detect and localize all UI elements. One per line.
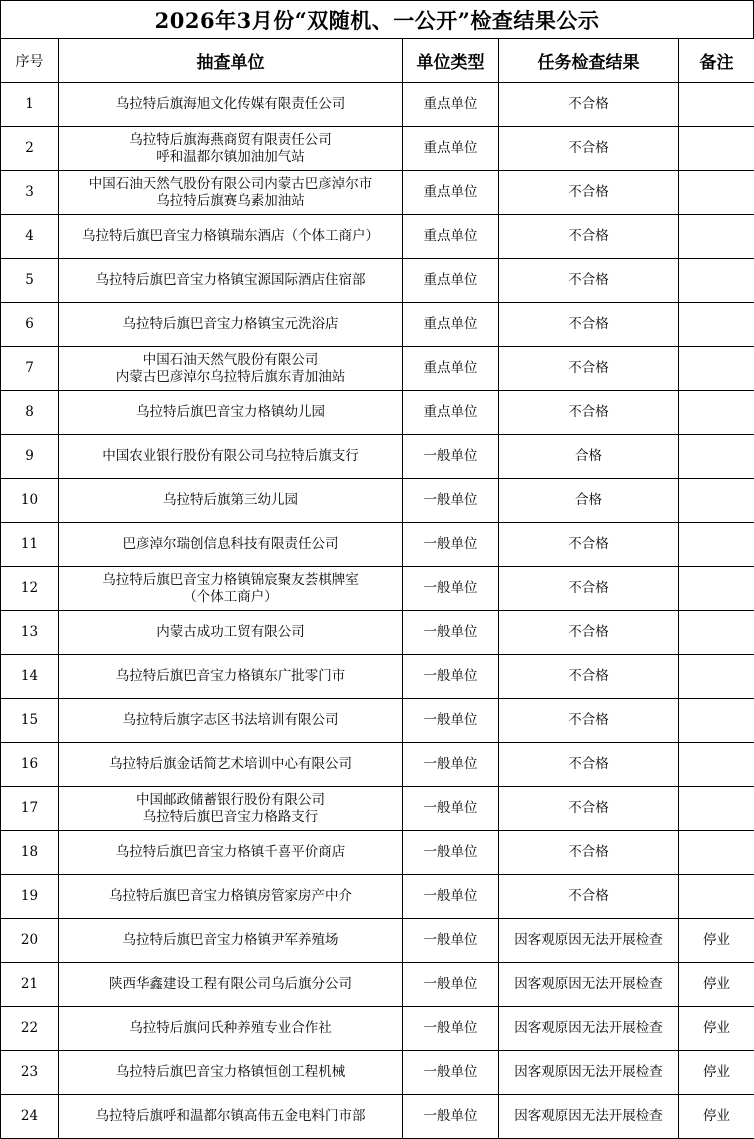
header-type: 单位类型 [403,39,499,83]
row-note [679,127,754,171]
row-seq: 13 [1,611,59,655]
row-unit [59,347,403,391]
row-unit [59,611,403,655]
row-type: 一般单位 [403,919,499,963]
row-unit-line: 中国石油天然气股份有限公司内蒙古巴彦淖尔市 [59,176,402,193]
row-type: 一般单位 [403,699,499,743]
row-seq: 1 [1,83,59,127]
row-note [679,567,754,611]
row-type: 一般单位 [403,875,499,919]
row-seq: 21 [1,963,59,1007]
row-result: 不合格 [499,347,679,391]
row-seq: 22 [1,1007,59,1051]
row-result: 不合格 [499,831,679,875]
row-seq: 12 [1,567,59,611]
table-row [1,963,754,1007]
header-row [1,39,754,83]
row-note [679,259,754,303]
row-type: 重点单位 [403,347,499,391]
table-row [1,743,754,787]
row-type: 重点单位 [403,83,499,127]
row-unit [59,875,403,919]
row-type: 一般单位 [403,1007,499,1051]
row-seq: 8 [1,391,59,435]
row-note [679,611,754,655]
header-result: 任务检查结果 [499,39,679,83]
row-unit [59,831,403,875]
results-table [0,38,754,1139]
row-result: 不合格 [499,567,679,611]
row-unit [59,171,403,215]
row-result: 不合格 [499,303,679,347]
row-result: 因客观原因无法开展检查 [499,919,679,963]
table-row [1,215,754,259]
row-result: 因客观原因无法开展检查 [499,1095,679,1139]
row-unit-line: 乌拉特后旗巴音宝力格镇瑞东酒店（个体工商户） [59,228,402,245]
row-unit-line: 乌拉特后旗巴音宝力格镇房管家房产中介 [59,888,402,905]
row-seq: 7 [1,347,59,391]
row-unit-line: 乌拉特后旗巴音宝力格镇宝源国际酒店住宿部 [59,272,402,289]
row-type: 重点单位 [403,303,499,347]
table-row [1,435,754,479]
row-note: 停业 [679,963,754,1007]
row-unit-line: 乌拉特后旗巴音宝力格镇幼儿园 [59,404,402,421]
row-seq: 20 [1,919,59,963]
row-note: 停业 [679,919,754,963]
row-seq: 23 [1,1051,59,1095]
row-result: 不合格 [499,743,679,787]
row-unit [59,303,403,347]
row-unit [59,699,403,743]
row-unit [59,83,403,127]
row-type: 重点单位 [403,391,499,435]
row-unit-line: （个体工商户） [59,589,402,606]
row-result: 不合格 [499,171,679,215]
row-note [679,391,754,435]
row-note [679,83,754,127]
row-unit [59,435,403,479]
row-unit-line: 乌拉特后旗巴音宝力格路支行 [59,809,402,826]
row-type: 一般单位 [403,963,499,1007]
row-unit-line: 乌拉特后旗赛乌素加油站 [59,193,402,210]
row-seq: 14 [1,655,59,699]
row-unit-line: 乌拉特后旗海燕商贸有限责任公司 [59,132,402,149]
row-unit-line: 乌拉特后旗巴音宝力格镇宝元洗浴店 [59,316,402,333]
table-row [1,523,754,567]
row-unit-line: 陕西华鑫建设工程有限公司乌后旗分公司 [59,976,402,993]
row-unit-line: 乌拉特后旗问氏种养殖专业合作社 [59,1020,402,1037]
row-unit [59,391,403,435]
table-row [1,83,754,127]
row-type: 一般单位 [403,655,499,699]
row-unit [59,743,403,787]
row-unit-line: 乌拉特后旗第三幼儿园 [59,492,402,509]
row-unit-line: 乌拉特后旗字志区书法培训有限公司 [59,712,402,729]
row-result: 不合格 [499,655,679,699]
row-unit-line: 巴彦淖尔瑞创信息科技有限责任公司 [59,536,402,553]
row-unit [59,655,403,699]
row-type: 一般单位 [403,743,499,787]
row-note: 停业 [679,1051,754,1095]
row-type: 一般单位 [403,523,499,567]
row-result: 不合格 [499,611,679,655]
row-unit-line: 乌拉特后旗金话简艺术培训中心有限公司 [59,756,402,773]
header-seq: 序号 [1,39,59,83]
table-row [1,567,754,611]
row-seq: 5 [1,259,59,303]
row-seq: 18 [1,831,59,875]
row-seq: 19 [1,875,59,919]
row-unit-line: 呼和温都尔镇加油加气站 [59,149,402,166]
row-type: 一般单位 [403,479,499,523]
table-row [1,391,754,435]
row-type: 一般单位 [403,831,499,875]
row-unit-line: 中国农业银行股份有限公司乌拉特后旗支行 [59,448,402,465]
row-note [679,875,754,919]
row-seq: 2 [1,127,59,171]
row-unit [59,1051,403,1095]
table-row [1,875,754,919]
row-unit [59,523,403,567]
row-result: 合格 [499,479,679,523]
row-type: 一般单位 [403,1051,499,1095]
table-row [1,919,754,963]
row-unit-line: 中国石油天然气股份有限公司 [59,352,402,369]
row-note [679,435,754,479]
table-body [1,83,754,1139]
row-seq: 9 [1,435,59,479]
row-note [679,831,754,875]
row-result: 不合格 [499,391,679,435]
row-result: 因客观原因无法开展检查 [499,1007,679,1051]
row-note [679,347,754,391]
row-unit-line: 中国邮政储蓄银行股份有限公司 [59,792,402,809]
row-type: 一般单位 [403,787,499,831]
row-note [679,215,754,259]
row-result: 不合格 [499,875,679,919]
table-row [1,699,754,743]
row-unit-line: 乌拉特后旗巴音宝力格镇锦宸聚友荟棋牌室 [59,572,402,589]
row-seq: 6 [1,303,59,347]
row-seq: 10 [1,479,59,523]
row-note [679,303,754,347]
row-type: 重点单位 [403,215,499,259]
row-unit [59,259,403,303]
row-result: 因客观原因无法开展检查 [499,963,679,1007]
table-row [1,787,754,831]
row-unit-line: 乌拉特后旗巴音宝力格镇恒创工程机械 [59,1064,402,1081]
row-type: 一般单位 [403,567,499,611]
row-seq: 16 [1,743,59,787]
row-unit-line: 内蒙古成功工贸有限公司 [59,624,402,641]
row-unit [59,567,403,611]
row-seq: 15 [1,699,59,743]
row-unit-line: 乌拉特后旗海旭文化传媒有限责任公司 [59,96,402,113]
row-type: 重点单位 [403,171,499,215]
row-unit-line: 乌拉特后旗巴音宝力格镇尹军养殖场 [59,932,402,949]
row-unit [59,787,403,831]
row-note [679,523,754,567]
table-row [1,347,754,391]
row-note [679,787,754,831]
row-note [679,699,754,743]
row-seq: 4 [1,215,59,259]
row-note [679,171,754,215]
row-note [679,743,754,787]
row-unit [59,919,403,963]
table-row [1,479,754,523]
row-unit-line: 乌拉特后旗巴音宝力格镇千喜平价商店 [59,844,402,861]
row-unit-line: 乌拉特后旗呼和温都尔镇高伟五金电料门市部 [59,1108,402,1125]
page-title: 2026年3月份“双随机、一公开”检查结果公示 [0,0,754,38]
row-result: 不合格 [499,83,679,127]
header-note: 备注 [679,39,754,83]
row-seq: 3 [1,171,59,215]
table-row [1,259,754,303]
row-note: 停业 [679,1095,754,1139]
table-row [1,611,754,655]
table-row [1,127,754,171]
row-type: 重点单位 [403,127,499,171]
row-result: 不合格 [499,523,679,567]
row-result: 不合格 [499,699,679,743]
row-result: 因客观原因无法开展检查 [499,1051,679,1095]
row-note [679,655,754,699]
table-row [1,171,754,215]
row-result: 不合格 [499,787,679,831]
row-result: 不合格 [499,127,679,171]
row-result: 合格 [499,435,679,479]
row-unit-line: 乌拉特后旗巴音宝力格镇东广批零门市 [59,668,402,685]
row-type: 一般单位 [403,435,499,479]
table-row [1,1007,754,1051]
header-unit: 抽查单位 [59,39,403,83]
row-seq: 17 [1,787,59,831]
row-seq: 11 [1,523,59,567]
row-unit [59,215,403,259]
table-row [1,655,754,699]
row-unit [59,479,403,523]
row-seq: 24 [1,1095,59,1139]
row-unit [59,127,403,171]
row-unit-line: 内蒙古巴彦淖尔乌拉特后旗东青加油站 [59,369,402,386]
row-note: 停业 [679,1007,754,1051]
row-type: 一般单位 [403,1095,499,1139]
row-result: 不合格 [499,259,679,303]
row-type: 一般单位 [403,611,499,655]
row-type: 重点单位 [403,259,499,303]
row-note [679,479,754,523]
table-row [1,303,754,347]
table-row [1,831,754,875]
table-row [1,1095,754,1139]
row-unit [59,1095,403,1139]
row-unit [59,1007,403,1051]
table-row [1,1051,754,1095]
row-unit [59,963,403,1007]
row-result: 不合格 [499,215,679,259]
